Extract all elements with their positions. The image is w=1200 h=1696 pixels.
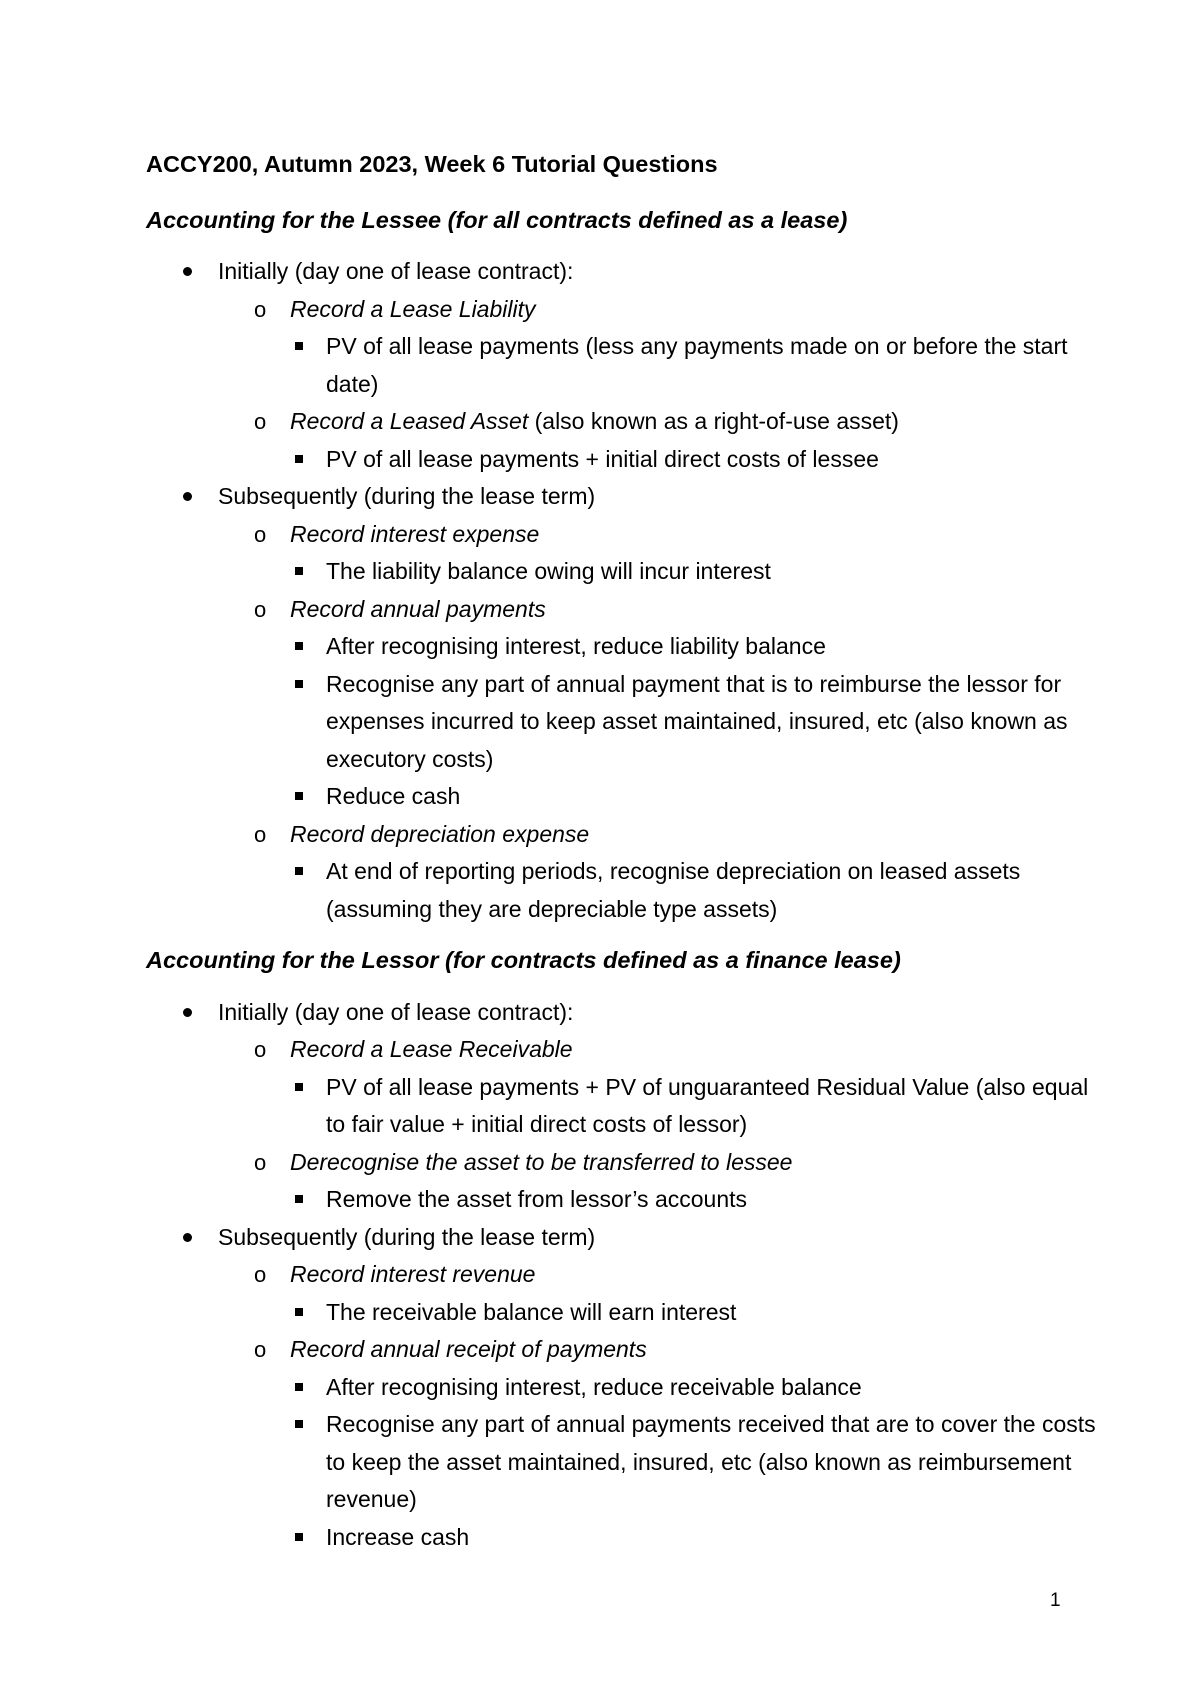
lessee-depreciation-label: Record depreciation expense [290,820,590,847]
lessee-liability-label: Record a Lease Liability [290,295,536,322]
list-item [290,1369,1096,1407]
list-item [218,1331,1096,1556]
lessee-asset-note: (also known as a right-of-use asset) [528,408,899,434]
point-text: The liability balance owing will incur interest [326,558,771,584]
lessee-subsequently-label: Subsequently (during the lease term) [218,483,596,509]
square-bullet-icon [295,1308,303,1316]
list-item [146,994,1096,1219]
square-bullet-icon [295,1383,303,1391]
point-text: At end of reporting periods, recognise depreciation on leased assets (assuming they are depreciable type assets) [326,858,1021,922]
list-item [290,441,1096,479]
square-bullet-icon [295,455,303,463]
lessor-list [146,994,1096,1557]
square-bullet-icon [295,1420,303,1428]
lessee-initially-label: Initially (day one of lease contract): [218,258,574,284]
lessor-receipts-label: Record annual receipt of payments [290,1336,647,1362]
point-text: The receivable balance will earn interest [326,1298,737,1325]
circle-bullet-icon: o [254,1337,267,1362]
lessee-interest-label: Record interest expense [290,520,540,547]
point-text: After recognising interest, reduce liability balance [326,633,826,659]
list-item [218,291,1096,404]
point-text: PV of all lease payments (less any payments made on or before the start date) [326,333,1068,397]
lessor-heading: Accounting for the Lessor (for contracts defined as a finance lease) [146,947,901,973]
lessee-payments-label: Record annual payments [290,595,546,622]
circle-bullet-icon: o [254,1262,267,1287]
list-item [290,553,1096,591]
lessor-interest-label: Record interest revenue [290,1261,536,1287]
point-text: Reduce cash [326,783,461,809]
list-item [290,778,1096,816]
circle-bullet-icon: o [254,596,267,622]
list-item [218,516,1096,591]
list-item [146,478,1096,928]
point-text: PV of all lease payments + PV of unguaranteed Residual Value (also equal to fair value + initial direct costs of lessor) [326,1073,1089,1137]
list-item [290,628,1096,666]
square-bullet-icon [295,1533,303,1541]
point-text: Recognise any part of annual payment that is to reimburse the lessor for expenses incurred to keep asset maintained, insured, etc (also known as executory costs) [326,670,1068,772]
list-item [218,1256,1096,1331]
square-bullet-icon [295,792,303,800]
lessor-receivable-label: Record a Lease Receivable [290,1036,573,1062]
list-item [218,403,1096,478]
lessor-derecognise-label: Derecognise the asset to be transferred to lessee [290,1148,793,1175]
circle-bullet-icon: o [254,1149,267,1175]
list-item [218,591,1096,816]
circle-bullet-icon: o [254,1037,267,1062]
list-item [290,1294,1096,1332]
point-text: After recognising interest, reduce receivable balance [326,1373,862,1400]
page-title: ACCY200, Autumn 2023, Week 6 Tutorial Questions [146,151,718,177]
lessee-heading: Accounting for the Lessee (for all contracts defined as a lease) [146,206,848,233]
point-text: Increase cash [326,1523,470,1550]
circle-bullet-icon: o [254,409,267,434]
circle-bullet-icon: o [254,521,267,547]
list-item [290,1181,1096,1219]
circle-bullet-icon: o [254,296,267,322]
lessee-list [146,253,1096,928]
square-bullet-icon [295,567,303,575]
circle-bullet-icon: o [254,821,267,847]
bullet-icon [183,1233,192,1242]
list-item [218,1031,1096,1144]
square-bullet-icon [295,1195,303,1203]
bullet-icon [183,267,192,276]
point-text: Remove the asset from lessor’s accounts [326,1186,747,1212]
list-item [146,253,1096,478]
list-item [218,816,1096,929]
square-bullet-icon [295,642,303,650]
lessor-initially-label: Initially (day one of lease contract): [218,998,574,1025]
list-item [290,328,1096,403]
square-bullet-icon [295,1083,303,1091]
point-text: PV of all lease payments + initial direct costs of lessee [326,445,879,472]
square-bullet-icon [295,342,303,350]
point-text: Recognise any part of annual payments received that are to cover the costs to keep the asset maintained, insured, etc (also known as reimbursement revenue) [326,1411,1096,1512]
bullet-icon [183,492,192,501]
bullet-icon [183,1008,192,1017]
page-number: 1 [1050,1590,1061,1611]
square-bullet-icon [295,680,303,688]
document-body [146,146,1096,1556]
square-bullet-icon [295,867,303,875]
list-item [290,853,1096,928]
list-item [290,666,1096,779]
list-item [218,1144,1096,1219]
lessee-asset-label: Record a Leased Asset [290,408,529,434]
list-item [290,1406,1096,1519]
list-item [146,1219,1096,1557]
lessor-subsequently-label: Subsequently (during the lease term) [218,1223,596,1250]
list-item [290,1069,1096,1144]
list-item [290,1519,1096,1557]
